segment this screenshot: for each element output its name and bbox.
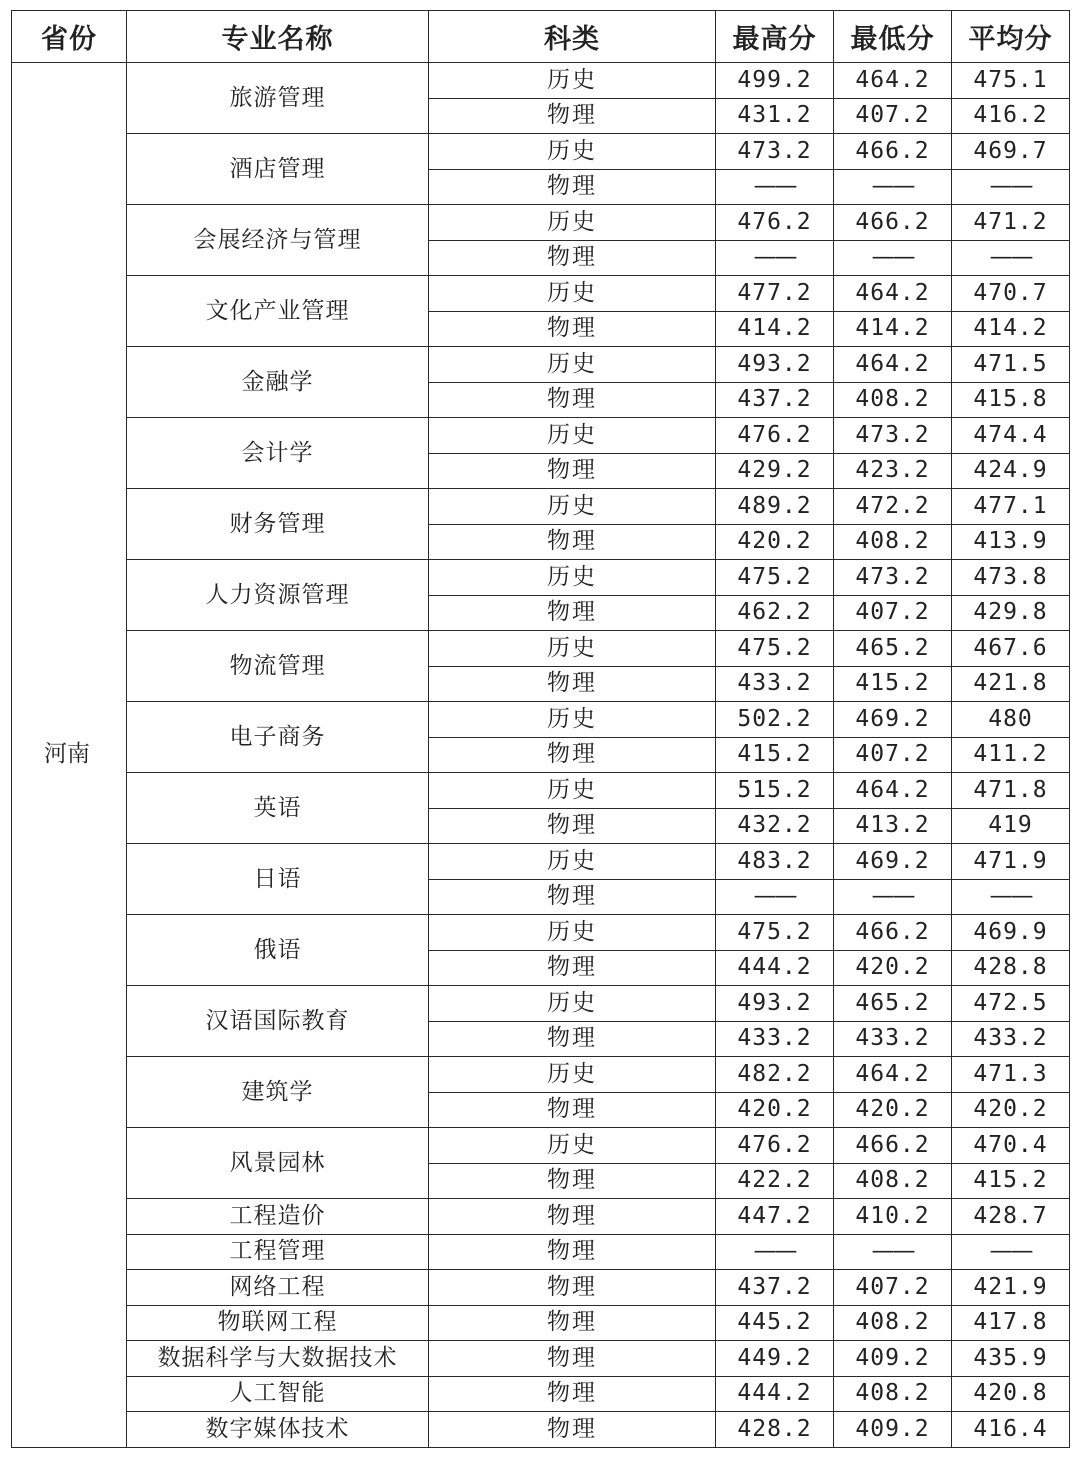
min-score-cell: 408.2 — [834, 1376, 952, 1412]
min-score-cell: 420.2 — [834, 1092, 952, 1128]
avg-score-cell: 474.4 — [952, 418, 1070, 454]
subject-cell: 物理 — [429, 98, 716, 134]
max-score-cell: 447.2 — [716, 1199, 834, 1235]
subject-cell: 物理 — [429, 1376, 716, 1412]
max-score-cell: 476.2 — [716, 1128, 834, 1164]
min-score-cell: 413.2 — [834, 808, 952, 844]
subject-cell: 历史 — [429, 915, 716, 951]
table-row — [12, 773, 1070, 809]
table-row — [12, 418, 1070, 454]
major-name-cell: 日语 — [127, 844, 429, 915]
max-score-cell: 483.2 — [716, 844, 834, 880]
table-row — [12, 1305, 1070, 1341]
table-row — [12, 63, 1070, 99]
avg-score-cell: 421.9 — [952, 1270, 1070, 1306]
subject-cell: 物理 — [429, 737, 716, 773]
major-name-cell: 汉语国际教育 — [127, 986, 429, 1057]
max-score-cell: 437.2 — [716, 1270, 834, 1306]
min-score-cell: 408.2 — [834, 1305, 952, 1341]
avg-score-cell: 471.5 — [952, 347, 1070, 383]
max-score-cell: 444.2 — [716, 1376, 834, 1412]
max-score-cell: 414.2 — [716, 311, 834, 347]
avg-score-cell: —— — [952, 240, 1070, 276]
major-name-cell: 电子商务 — [127, 702, 429, 773]
min-score-cell: 414.2 — [834, 311, 952, 347]
table-row — [12, 1376, 1070, 1412]
min-score-cell: 469.2 — [834, 844, 952, 880]
header-avg-score: 平均分 — [952, 11, 1070, 63]
avg-score-cell: 471.8 — [952, 773, 1070, 809]
table-body — [12, 63, 1070, 1448]
table-header — [12, 11, 1070, 63]
max-score-cell: 493.2 — [716, 986, 834, 1022]
avg-score-cell: 477.1 — [952, 489, 1070, 525]
subject-cell: 历史 — [429, 489, 716, 525]
subject-cell: 历史 — [429, 63, 716, 99]
max-score-cell: 449.2 — [716, 1341, 834, 1377]
table-row — [12, 560, 1070, 596]
avg-score-cell: 469.7 — [952, 134, 1070, 170]
min-score-cell: 408.2 — [834, 524, 952, 560]
major-name-cell: 风景园林 — [127, 1128, 429, 1199]
min-score-cell: 409.2 — [834, 1412, 952, 1448]
avg-score-cell: 471.3 — [952, 1057, 1070, 1093]
subject-cell: 物理 — [429, 1163, 716, 1199]
min-score-cell: 420.2 — [834, 950, 952, 986]
max-score-cell: —— — [716, 169, 834, 205]
subject-cell: 历史 — [429, 1057, 716, 1093]
province-cell: 河南 — [12, 63, 127, 1448]
subject-cell: 物理 — [429, 1234, 716, 1270]
major-name-cell: 酒店管理 — [127, 134, 429, 205]
subject-cell: 物理 — [429, 382, 716, 418]
subject-cell: 历史 — [429, 276, 716, 312]
max-score-cell: 476.2 — [716, 205, 834, 241]
min-score-cell: 409.2 — [834, 1341, 952, 1377]
avg-score-cell: 416.4 — [952, 1412, 1070, 1448]
table-row — [12, 844, 1070, 880]
min-score-cell: 408.2 — [834, 1163, 952, 1199]
table-row — [12, 915, 1070, 951]
avg-score-cell: 470.7 — [952, 276, 1070, 312]
avg-score-cell: —— — [952, 879, 1070, 915]
min-score-cell: —— — [834, 169, 952, 205]
max-score-cell: 444.2 — [716, 950, 834, 986]
max-score-cell: 489.2 — [716, 489, 834, 525]
max-score-cell: 433.2 — [716, 666, 834, 702]
table-row — [12, 631, 1070, 667]
subject-cell: 物理 — [429, 1199, 716, 1235]
max-score-cell: 462.2 — [716, 595, 834, 631]
table-row — [12, 1057, 1070, 1093]
max-score-cell: —— — [716, 1234, 834, 1270]
min-score-cell: 464.2 — [834, 63, 952, 99]
subject-cell: 物理 — [429, 1021, 716, 1057]
header-min-score: 最低分 — [834, 11, 952, 63]
min-score-cell: —— — [834, 879, 952, 915]
subject-cell: 物理 — [429, 1341, 716, 1377]
subject-cell: 历史 — [429, 1128, 716, 1164]
max-score-cell: 431.2 — [716, 98, 834, 134]
max-score-cell: 445.2 — [716, 1305, 834, 1341]
subject-cell: 物理 — [429, 1092, 716, 1128]
min-score-cell: 464.2 — [834, 347, 952, 383]
subject-cell: 历史 — [429, 418, 716, 454]
min-score-cell: —— — [834, 240, 952, 276]
min-score-cell: 465.2 — [834, 631, 952, 667]
major-name-cell: 数据科学与大数据技术 — [127, 1341, 429, 1377]
avg-score-cell: 480 — [952, 702, 1070, 738]
subject-cell: 物理 — [429, 453, 716, 489]
avg-score-cell: 471.9 — [952, 844, 1070, 880]
table-row — [12, 1128, 1070, 1164]
min-score-cell: 407.2 — [834, 595, 952, 631]
table-row — [12, 1270, 1070, 1306]
avg-score-cell: 421.8 — [952, 666, 1070, 702]
max-score-cell: 433.2 — [716, 1021, 834, 1057]
min-score-cell: —— — [834, 1234, 952, 1270]
max-score-cell: —— — [716, 879, 834, 915]
major-name-cell: 人工智能 — [127, 1376, 429, 1412]
major-name-cell: 金融学 — [127, 347, 429, 418]
min-score-cell: 472.2 — [834, 489, 952, 525]
subject-cell: 物理 — [429, 1412, 716, 1448]
table-row — [12, 205, 1070, 241]
min-score-cell: 407.2 — [834, 1270, 952, 1306]
table-row — [12, 1412, 1070, 1448]
min-score-cell: 433.2 — [834, 1021, 952, 1057]
subject-cell: 历史 — [429, 844, 716, 880]
subject-cell: 历史 — [429, 134, 716, 170]
max-score-cell: 429.2 — [716, 453, 834, 489]
avg-score-cell: 411.2 — [952, 737, 1070, 773]
subject-cell: 历史 — [429, 986, 716, 1022]
table-row — [12, 276, 1070, 312]
avg-score-cell: 415.2 — [952, 1163, 1070, 1199]
max-score-cell: 428.2 — [716, 1412, 834, 1448]
major-name-cell: 数字媒体技术 — [127, 1412, 429, 1448]
major-name-cell: 工程造价 — [127, 1199, 429, 1235]
avg-score-cell: 420.2 — [952, 1092, 1070, 1128]
avg-score-cell: 467.6 — [952, 631, 1070, 667]
subject-cell: 历史 — [429, 347, 716, 383]
min-score-cell: 464.2 — [834, 773, 952, 809]
subject-cell: 历史 — [429, 773, 716, 809]
avg-score-cell: 473.8 — [952, 560, 1070, 596]
subject-cell: 物理 — [429, 666, 716, 702]
avg-score-cell: 428.7 — [952, 1199, 1070, 1235]
avg-score-cell: 420.8 — [952, 1376, 1070, 1412]
min-score-cell: 464.2 — [834, 276, 952, 312]
max-score-cell: 475.2 — [716, 560, 834, 596]
avg-score-cell: 469.9 — [952, 915, 1070, 951]
max-score-cell: 475.2 — [716, 631, 834, 667]
max-score-cell: 422.2 — [716, 1163, 834, 1199]
subject-cell: 物理 — [429, 524, 716, 560]
table-row — [12, 1199, 1070, 1235]
min-score-cell: 415.2 — [834, 666, 952, 702]
major-name-cell: 会展经济与管理 — [127, 205, 429, 276]
min-score-cell: 407.2 — [834, 98, 952, 134]
max-score-cell: 432.2 — [716, 808, 834, 844]
max-score-cell: 482.2 — [716, 1057, 834, 1093]
subject-cell: 历史 — [429, 205, 716, 241]
avg-score-cell: 428.8 — [952, 950, 1070, 986]
major-name-cell: 财务管理 — [127, 489, 429, 560]
major-name-cell: 旅游管理 — [127, 63, 429, 134]
avg-score-cell: 414.2 — [952, 311, 1070, 347]
subject-cell: 历史 — [429, 560, 716, 596]
max-score-cell: 420.2 — [716, 524, 834, 560]
avg-score-cell: 433.2 — [952, 1021, 1070, 1057]
table-row — [12, 1234, 1070, 1270]
max-score-cell: 502.2 — [716, 702, 834, 738]
subject-cell: 历史 — [429, 631, 716, 667]
min-score-cell: 473.2 — [834, 560, 952, 596]
admission-score-table — [11, 10, 1070, 1448]
major-name-cell: 建筑学 — [127, 1057, 429, 1128]
subject-cell: 物理 — [429, 240, 716, 276]
min-score-cell: 407.2 — [834, 737, 952, 773]
max-score-cell: 420.2 — [716, 1092, 834, 1128]
major-name-cell: 人力资源管理 — [127, 560, 429, 631]
max-score-cell: 415.2 — [716, 737, 834, 773]
min-score-cell: 464.2 — [834, 1057, 952, 1093]
max-score-cell: 473.2 — [716, 134, 834, 170]
table-row — [12, 489, 1070, 525]
min-score-cell: 466.2 — [834, 134, 952, 170]
table-row — [12, 347, 1070, 383]
major-name-cell: 网络工程 — [127, 1270, 429, 1306]
min-score-cell: 466.2 — [834, 205, 952, 241]
table-row — [12, 1341, 1070, 1377]
subject-cell: 物理 — [429, 879, 716, 915]
avg-score-cell: 416.2 — [952, 98, 1070, 134]
avg-score-cell: 424.9 — [952, 453, 1070, 489]
avg-score-cell: —— — [952, 1234, 1070, 1270]
major-name-cell: 俄语 — [127, 915, 429, 986]
major-name-cell: 会计学 — [127, 418, 429, 489]
avg-score-cell: 475.1 — [952, 63, 1070, 99]
subject-cell: 物理 — [429, 1305, 716, 1341]
min-score-cell: 473.2 — [834, 418, 952, 454]
avg-score-cell: 417.8 — [952, 1305, 1070, 1341]
min-score-cell: 408.2 — [834, 382, 952, 418]
major-name-cell: 物联网工程 — [127, 1305, 429, 1341]
table-row — [12, 702, 1070, 738]
min-score-cell: 466.2 — [834, 1128, 952, 1164]
avg-score-cell: 472.5 — [952, 986, 1070, 1022]
header-max-score: 最高分 — [716, 11, 834, 63]
header-row — [12, 11, 1070, 63]
max-score-cell: —— — [716, 240, 834, 276]
max-score-cell: 475.2 — [716, 915, 834, 951]
subject-cell: 物理 — [429, 595, 716, 631]
major-name-cell: 文化产业管理 — [127, 276, 429, 347]
header-subject: 科类 — [429, 11, 716, 63]
table-row — [12, 134, 1070, 170]
subject-cell: 物理 — [429, 1270, 716, 1306]
max-score-cell: 499.2 — [716, 63, 834, 99]
max-score-cell: 476.2 — [716, 418, 834, 454]
avg-score-cell: 471.2 — [952, 205, 1070, 241]
major-name-cell: 物流管理 — [127, 631, 429, 702]
avg-score-cell: 429.8 — [952, 595, 1070, 631]
subject-cell: 物理 — [429, 950, 716, 986]
subject-cell: 物理 — [429, 169, 716, 205]
max-score-cell: 493.2 — [716, 347, 834, 383]
table-row — [12, 986, 1070, 1022]
max-score-cell: 515.2 — [716, 773, 834, 809]
avg-score-cell: 415.8 — [952, 382, 1070, 418]
header-province: 省份 — [12, 11, 127, 63]
header-major: 专业名称 — [127, 11, 429, 63]
avg-score-cell: 435.9 — [952, 1341, 1070, 1377]
avg-score-cell: 413.9 — [952, 524, 1070, 560]
subject-cell: 物理 — [429, 311, 716, 347]
subject-cell: 物理 — [429, 808, 716, 844]
max-score-cell: 437.2 — [716, 382, 834, 418]
min-score-cell: 466.2 — [834, 915, 952, 951]
min-score-cell: 423.2 — [834, 453, 952, 489]
subject-cell: 历史 — [429, 702, 716, 738]
major-name-cell: 工程管理 — [127, 1234, 429, 1270]
avg-score-cell: 419 — [952, 808, 1070, 844]
avg-score-cell: —— — [952, 169, 1070, 205]
major-name-cell: 英语 — [127, 773, 429, 844]
min-score-cell: 410.2 — [834, 1199, 952, 1235]
min-score-cell: 465.2 — [834, 986, 952, 1022]
max-score-cell: 477.2 — [716, 276, 834, 312]
min-score-cell: 469.2 — [834, 702, 952, 738]
avg-score-cell: 470.4 — [952, 1128, 1070, 1164]
